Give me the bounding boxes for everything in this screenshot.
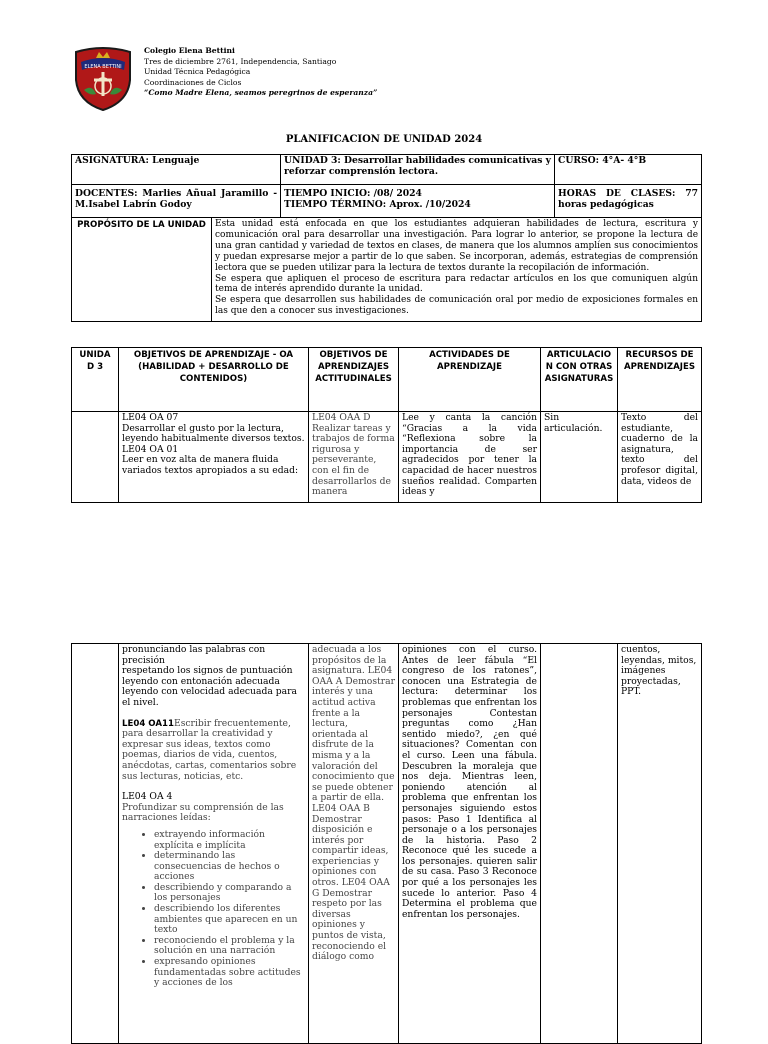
oa4-code: LE04 OA 4	[122, 791, 173, 803]
header-unit: UNIDA D 3	[72, 348, 119, 412]
oa-code: LE04 OA 01	[122, 443, 179, 455]
oa-text: respetando los signos de puntuación leyendo con entonación adecuada leyendo con velocidad adecuada para el nivel.	[122, 665, 297, 708]
unit-cell: UNIDAD 3: Desarrollar habilidades comunicativas y reforzar comprensión lectora.	[281, 155, 555, 185]
unit-info-table	[71, 154, 702, 322]
oa-text: pronunciando las palabras con precisión	[122, 644, 266, 666]
subject-cell: ASIGNATURA: Lenguaje	[72, 155, 281, 185]
oaa-cell: LE04 OAA D Realizar tareas y trabajos de forma rigurosa y perseverante, con el fin de desarrollarlos de manera	[309, 412, 399, 503]
start-time: TIEMPO INICIO: /08/ 2024	[284, 188, 422, 199]
oa4-text: Profundizar su comprensión de las narraciones leídas:	[122, 801, 284, 824]
bullet-item: • describiendo los diferentes ambientes que aparecen en un texto	[154, 904, 305, 936]
unit-empty-cell	[72, 412, 119, 503]
activities-cell-continued: opiniones con el curso. Antes de leer fábula “El congreso de los ratones”, conocen una Estrategia de lectura: determinar los problemas que enfrentan los personajes Contestan preguntas como ¿Han sentido miedo?, ¿en qué situaciones? Comentan con el curso. Leen una fábula. Descubren la moraleja que nos deja. Mientras leen, poniendo atención al problema que enfrentan los personajes siguiendo estos pasos: Paso 1 Identifica al personaje o a los personajes de la historia. Paso 2 Reconoce qué les sucede a los personajes. quieren salir de su casa. Paso 3 Reconoce por qué a los personajes les sucede lo anterior. Paso 4 Determina el problema que enfrentan los personajes.	[399, 644, 541, 1044]
oa11-block	[122, 719, 305, 783]
oa-cell-continued	[119, 644, 309, 1044]
purpose-paragraph: Esta unidad está enfocada en que los estudiantes adquieran habilidades de lectura, escritura y comunicación oral para desarrollar una investigación. Para lograr lo anterior, se propone la lectura de una gran cantidad y variedad de textos en clases, de manera que los alumnos amplíen sus conocimientos y puedan expresarse mejor a partir de lo que saben. Se incorporan, además, estrategias de comprensión lectora que se pueden utilizar para la lectura de textos durante la recopilación de información.	[215, 219, 699, 273]
purpose-text	[212, 218, 702, 322]
resources-cell: Texto del estudiante, cuaderno de la asignatura, texto del profesor digital, data, videos de	[618, 412, 702, 503]
unit-empty-cell	[72, 644, 119, 1044]
articulation-cell-continued	[541, 644, 618, 1044]
school-unit: Unidad Técnica Pedagógica	[144, 67, 251, 77]
bullet-item: • expresando opiniones fundamentadas sobre actitudes y acciones de los	[154, 957, 305, 989]
logo-text: ELENA BETTINI	[84, 64, 122, 70]
oa11-text: Escribir frecuentemente, para desarrollar la creatividad y expresar sus ideas, textos como poemas, diarios de vida, cuentos, anécdotas, cartas, comentarios sobre sus lecturas, noticias, etc.	[122, 717, 297, 782]
oa-code: LE04 OA 07	[122, 412, 179, 423]
activities-cell: Lee y canta la canción “Gracias a la vida “Reflexiona sobre la importancia de ser agradecidos por tener la capacidad de hacer nuestros sueños realidad. Comparten ideas y	[399, 412, 541, 503]
bullet-item: • extrayendo información explícita e implícita	[154, 830, 305, 851]
header-activities: ACTIVIDADES DE APRENDIZAJE	[399, 348, 541, 412]
planning-table	[71, 347, 702, 503]
purpose-paragraph: Se espera que desarrollen sus habilidades de comunicación oral por medio de exposiciones formales en las que den a conocer sus investigaciones.	[215, 295, 699, 317]
oa4-bullet-list	[122, 830, 305, 989]
oa-cell	[119, 412, 309, 503]
school-header	[144, 46, 377, 99]
bullet-item: • determinando las consecuencias de hechos o acciones	[154, 851, 305, 883]
document-title: PLANIFICACION DE UNIDAD 2024	[285, 134, 483, 145]
oa11-code: LE04 OA11	[122, 718, 174, 729]
time-cell	[281, 185, 555, 218]
course-cell: CURSO: 4°A- 4°B	[555, 155, 702, 185]
purpose-label: PROPÓSITO DE LA UNIDAD	[72, 218, 212, 322]
header-oa: OBJETIVOS DE APRENDIZAJE - OA (HABILIDAD + DESARROLLO DE CONTENIDOS)	[119, 348, 309, 412]
oaa-cell-continued: adecuada a los propósitos de la asignatura. LE04 OAA A Demostrar interés y una actitud activa frente a la lectura, orientada al disfrute de la misma y a la valoración del conocimiento que se puede obtener a partir de ella. LE04 OAA B Demostrar disposición e interés por compartir ideas, experiencias y opiniones con otros. LE04 OAA G Demostrar respeto por las diversas opiniones y puntos de vista, reconociendo el diálogo como	[309, 644, 399, 1044]
header-articulation: ARTICULACIO N CON OTRAS ASIGNATURAS	[541, 348, 618, 412]
school-motto: “Como Madre Elena, seamos peregrinos de esperanza”	[144, 88, 378, 98]
end-time: TIEMPO TÉRMINO: Aprox. /10/2024	[284, 198, 471, 210]
school-name: Colegio Elena Bettini	[144, 46, 235, 55]
planning-table-continued	[71, 643, 702, 1044]
articulation-cell: Sin articulación.	[541, 412, 618, 503]
bullet-item: • reconociendo el problema y la solución en una narración	[154, 936, 305, 957]
hours-cell: HORAS DE CLASES: 77 horas pedagógicas	[555, 185, 702, 218]
purpose-paragraph: Se espera que apliquen el proceso de escritura para redactar artículos en los que comuniquen algún tema de interés aprendido durante la unidad.	[215, 273, 699, 295]
header-resources: RECURSOS DE APRENDIZAJES	[618, 348, 702, 412]
oa-text: Desarrollar el gusto por la lectura, leyendo habitualmente diversos textos.	[122, 422, 305, 445]
school-address: Tres de diciembre 2761, Independencia, Santiago	[144, 56, 337, 66]
oa-text: Leer en voz alta de manera fluida variados textos apropiados a su edad:	[122, 454, 299, 476]
teachers-cell: DOCENTES: Marlies Añual Jaramillo - M.Isabel Labrín Godoy	[72, 185, 281, 218]
school-coordination: Coordinaciones de Ciclos	[144, 77, 242, 87]
school-crest-logo	[72, 46, 134, 112]
resources-cell-continued: cuentos, leyendas, mitos, imágenes proyectadas, PPT.	[618, 644, 702, 1044]
header-oaa: OBJETIVOS DE APRENDIZAJES ACTITUDINALES	[309, 348, 399, 412]
bullet-item: • describiendo y comparando a los personajes	[154, 883, 305, 904]
